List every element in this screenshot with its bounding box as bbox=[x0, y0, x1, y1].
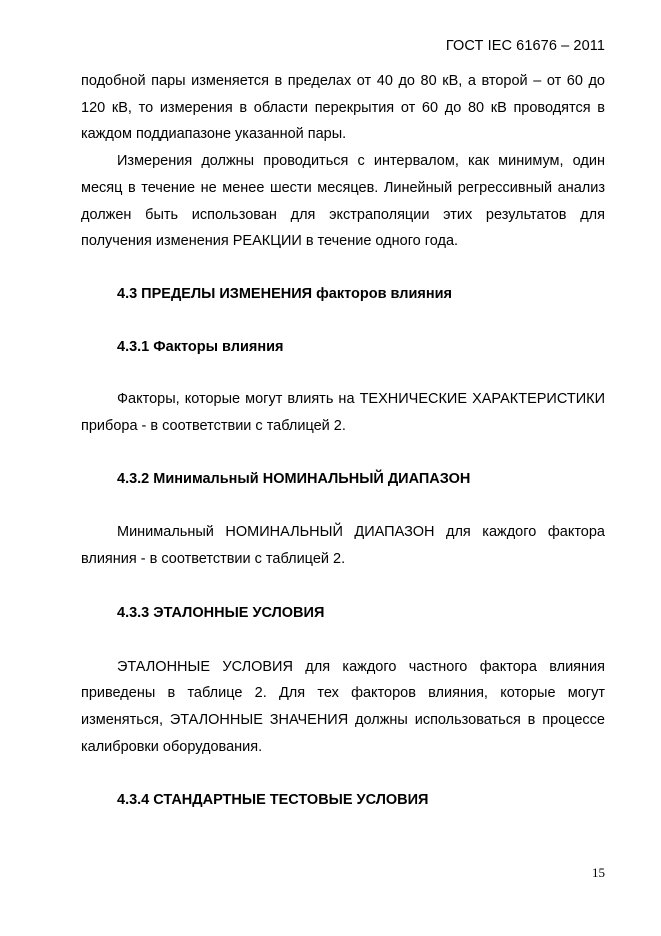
section-heading-4-3-4: 4.3.4 СТАНДАРТНЫЕ ТЕСТОВЫЕ УСЛОВИЯ bbox=[117, 792, 429, 809]
paragraph-influence-factors: Факторы, которые могут влиять на ТЕХНИЧЕСКИЕ ХАРАКТЕРИСТИКИ прибора - в соответствии с таблицей 2. bbox=[81, 391, 605, 435]
document-header: ГОСТ IEC 61676 – 2011 bbox=[445, 38, 605, 54]
page-number: 15 bbox=[592, 865, 605, 880]
paragraph-nominal-range: Минимальный НОМИНАЛЬНЫЙ ДИАПАЗОН для каждого фактора влияния - в соответствии с таблицей 2. bbox=[81, 524, 605, 568]
section-heading-4-3-1: 4.3.1 Факторы влияния bbox=[117, 338, 284, 355]
document-body bbox=[81, 68, 605, 814]
paragraph-continuation: подобной пары изменяется в пределах от 40 до 80 кВ, а второй – от 60 до 120 кВ, то измерения в области перекрытия от 60 до 80 кВ проводятся в каждом поддиапазоне указанной пары. bbox=[81, 73, 605, 143]
paragraph-reference-conditions: ЭТАЛОННЫЕ УСЛОВИЯ для каждого частного фактора влияния приведены в таблице 2. Для тех факторов влияния, которые могут изменяться, ЭТАЛОННЫЕ ЗНАЧЕНИЯ должны использоваться в процессе калибровки оборудования. bbox=[81, 658, 605, 755]
section-heading-4-3-2: 4.3.2 Минимальный НОМИНАЛЬНЫЙ ДИАПАЗОН bbox=[117, 470, 471, 487]
section-heading-4-3-3: 4.3.3 ЭТАЛОННЫЕ УСЛОВИЯ bbox=[117, 604, 325, 621]
paragraph-measurement-interval: Измерения должны проводиться с интервалом, как минимум, один месяц в течение не менее шести месяцев. Линейный регрессивный анализ должен быть использован для экстраполяции этих результатов для получения изменения РЕАКЦИИ в течение одного года. bbox=[81, 153, 605, 250]
section-heading-4-3: 4.3 ПРЕДЕЛЫ ИЗМЕНЕНИЯ факторов влияния bbox=[117, 285, 452, 302]
